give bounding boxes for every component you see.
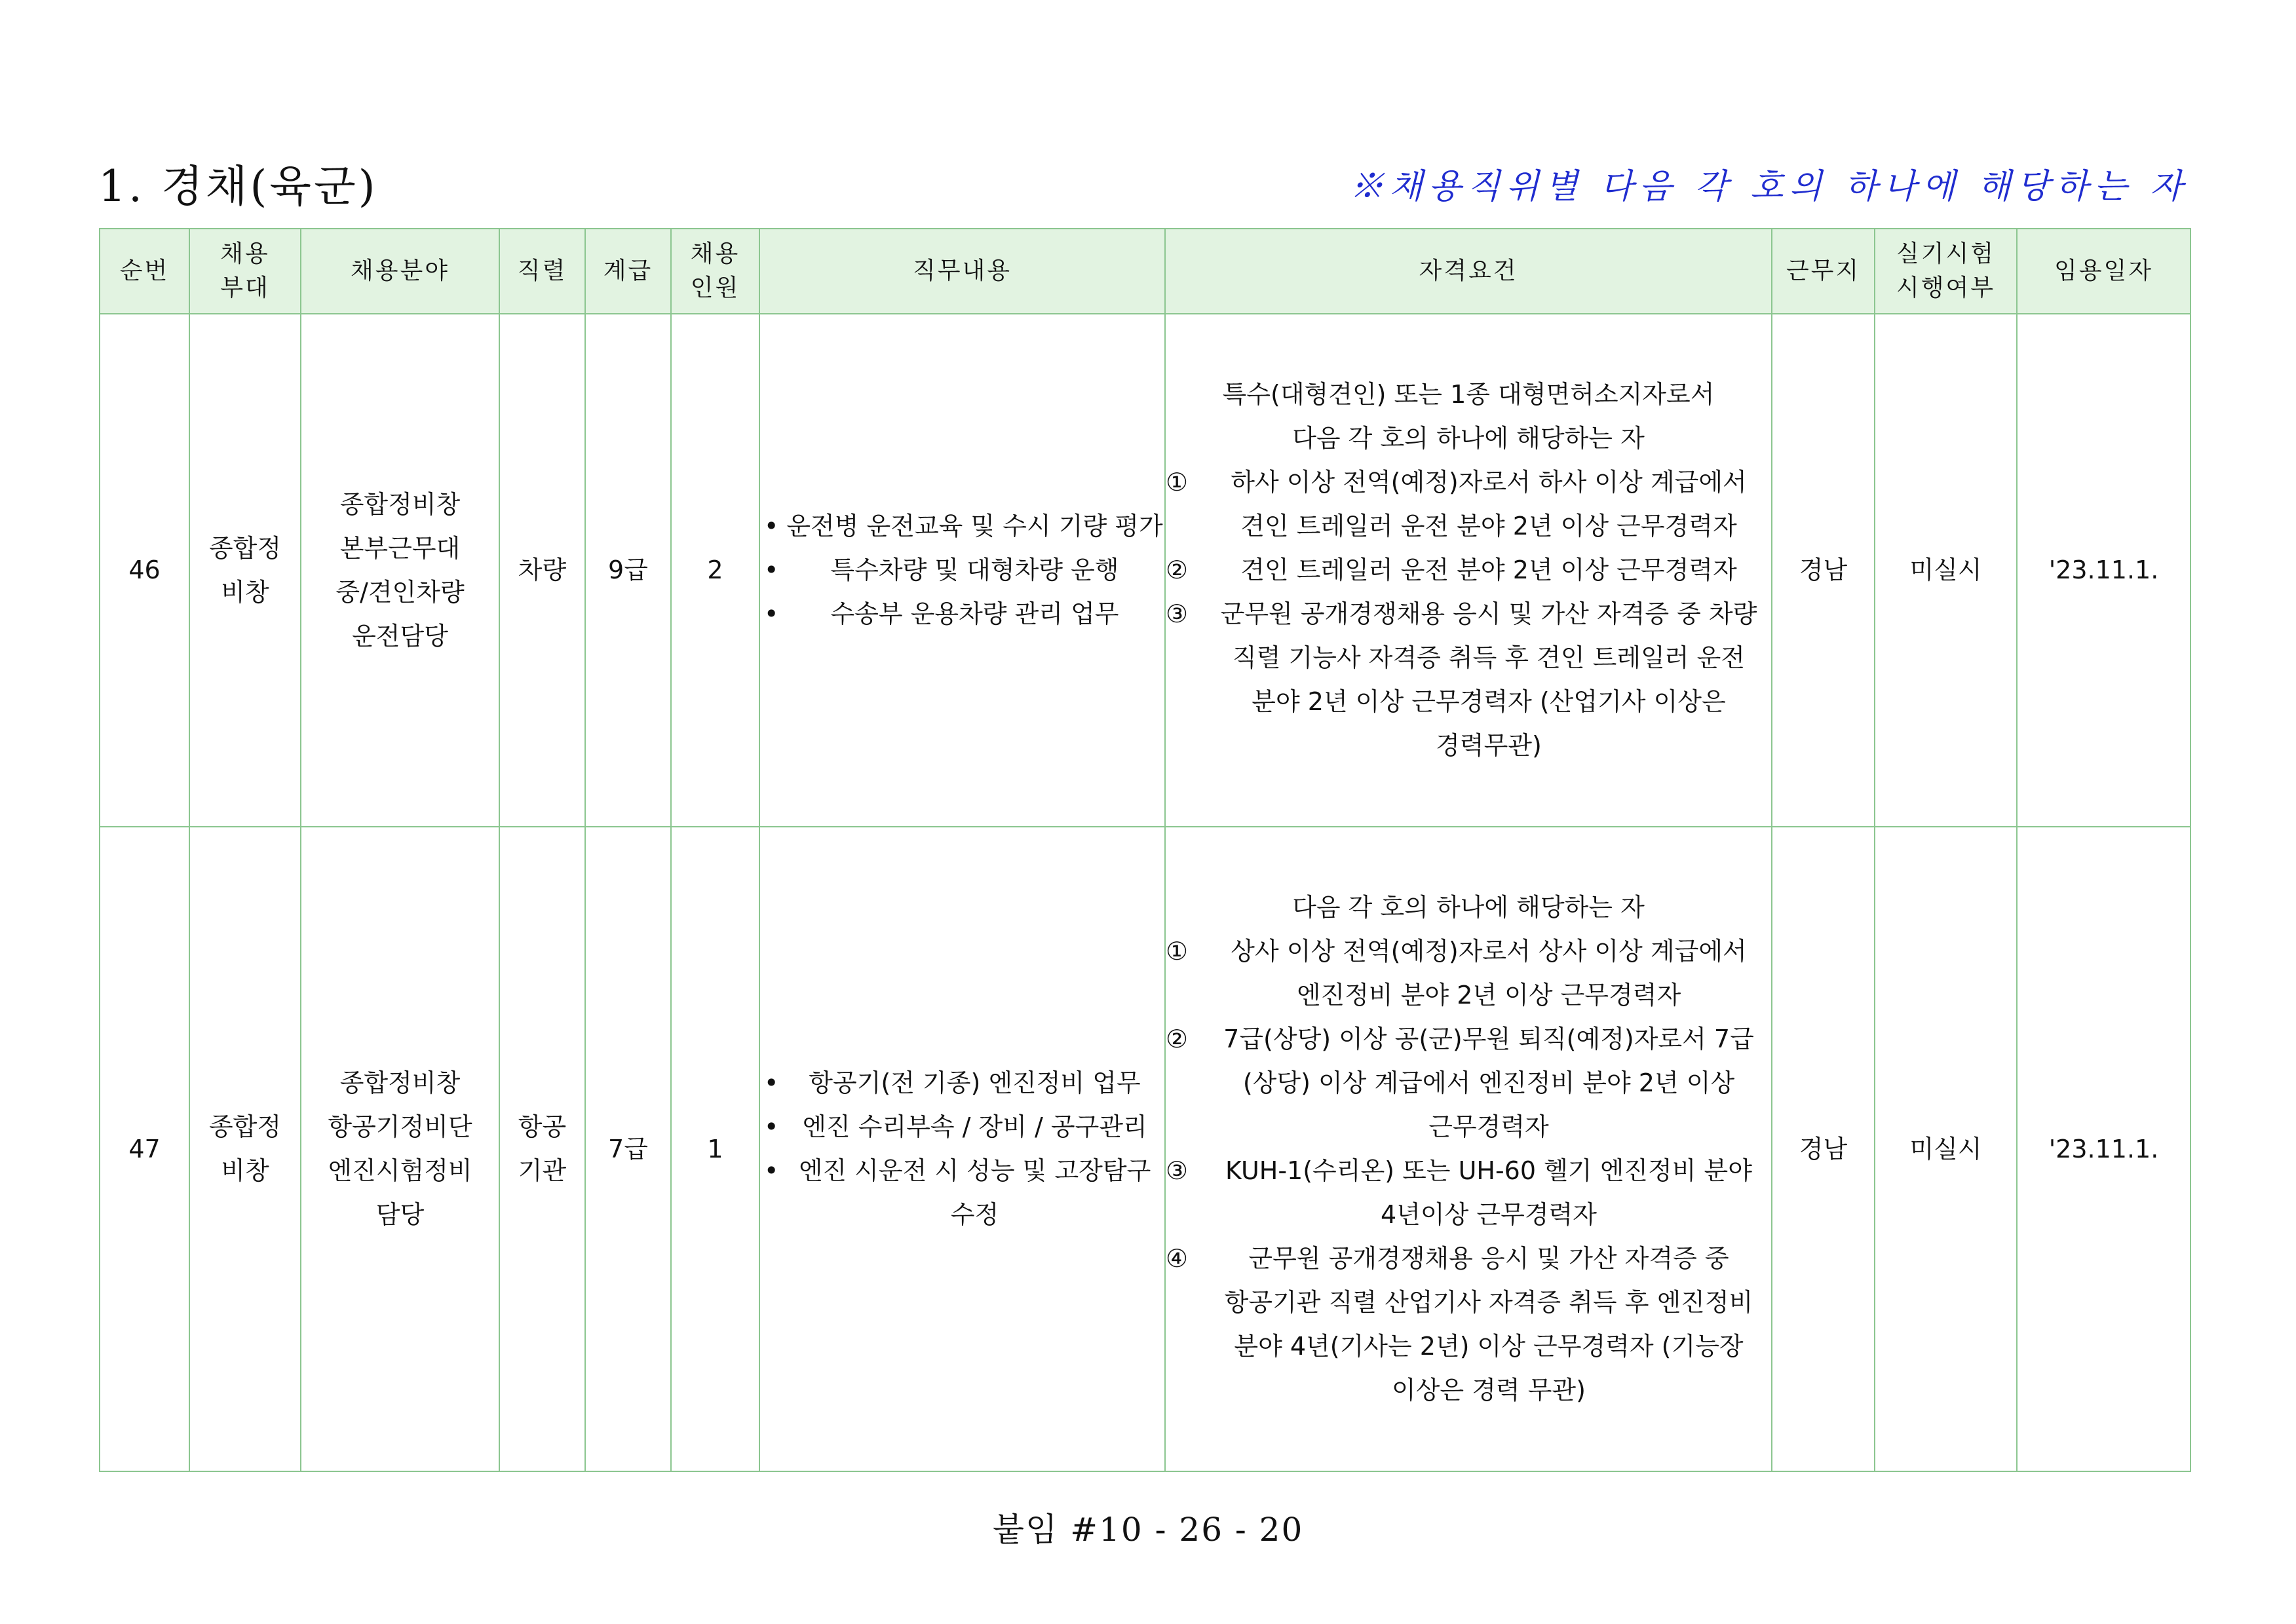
qualification-text: 하사 이상 전역(예정)자로서 하사 이상 계급에서 견인 트레일러 운전 분야 2년 이상 근무경력자	[1231, 468, 1747, 540]
cell-duty	[759, 827, 1165, 1471]
col-header-location: 근무지	[1772, 229, 1875, 314]
duty-item: • 운전병 운전교육 및 수시 기량 평가	[760, 504, 1164, 548]
qualification-intro: 다음 각 호의 하나에 해당하는 자	[1292, 893, 1645, 922]
page-header	[98, 151, 2189, 223]
cell-count: 1	[671, 827, 759, 1471]
cell-practical-test: 미실시	[1875, 827, 2017, 1471]
qualification-item	[1166, 548, 1771, 592]
duty-item: • 특수차량 및 대형차량 운행	[760, 548, 1164, 592]
cell-qualification	[1165, 314, 1772, 827]
cell-qualification	[1165, 827, 1772, 1471]
qualification-marker: ①	[1166, 937, 1189, 966]
col-header-practical-test: 실기시험 시행여부	[1875, 229, 2017, 314]
qualification-text: KUH-1(수리온) 또는 UH-60 헬기 엔진정비 분야 4년이상 근무경력자	[1225, 1156, 1752, 1229]
qualification-marker: ③	[1166, 1156, 1189, 1185]
cell-count: 2	[671, 314, 759, 827]
col-header-count: 채용 인원	[671, 229, 759, 314]
table-header-row	[100, 229, 2191, 314]
qualification-marker: ②	[1166, 556, 1189, 584]
cell-grade: 9급	[585, 314, 671, 827]
cell-seq: 46	[100, 314, 189, 827]
recruitment-table	[99, 228, 2191, 1472]
col-header-series: 직렬	[499, 229, 585, 314]
qualification-marker: ④	[1166, 1244, 1189, 1273]
col-header-seq: 순번	[100, 229, 189, 314]
qualification-item	[1166, 592, 1771, 768]
qualification-text: 상사 이상 전역(예정)자로서 상사 이상 계급에서 엔진정비 분야 2년 이상 근무경력자	[1231, 937, 1747, 1010]
duty-list	[760, 1061, 1164, 1237]
cell-field: 종합정비창 항공기정비단 엔진시험정비 담당	[301, 827, 499, 1471]
duty-item: • 항공기(전 기종) 엔진정비 업무	[760, 1061, 1164, 1105]
section-title: 1. 경채(육군)	[98, 161, 378, 212]
col-header-qualification: 자격요건	[1165, 229, 1772, 314]
duty-list	[760, 504, 1164, 636]
table-row	[100, 314, 2191, 827]
qualification-item	[1166, 1149, 1771, 1237]
cell-unit: 종합정 비창	[189, 314, 301, 827]
cell-location: 경남	[1772, 314, 1875, 827]
duty-item: • 수송부 운용차량 관리 업무	[760, 592, 1164, 636]
cell-duty	[759, 314, 1165, 827]
cell-unit: 종합정 비창	[189, 827, 301, 1471]
cell-location: 경남	[1772, 827, 1875, 1471]
qualification-list	[1166, 930, 1771, 1412]
table-row	[100, 827, 2191, 1471]
qualification-text: 군무원 공개경쟁채용 응시 및 가산 자격증 중 차량 직렬 기능사 자격증 취득 후 견인 트레일러 운전 분야 2년 이상 근무경력자 (산업기사 이상은 경력무관)	[1220, 599, 1757, 760]
section-note: ※채용직위별 다음 각 호의 하나에 해당하는 자	[1349, 167, 2189, 206]
qualification-text: 군무원 공개경쟁채용 응시 및 가산 자격증 중 항공기관 직렬 산업기사 자격증 취득 후 엔진정비 분야 4년(기사는 2년) 이상 근무경력자 (기능장 이상은 경력 무관)	[1224, 1244, 1753, 1405]
col-header-appointment: 임용일자	[2017, 229, 2191, 314]
qualification-item	[1166, 1237, 1771, 1412]
col-header-unit: 채용 부대	[189, 229, 301, 314]
qualification-item	[1166, 930, 1771, 1017]
cell-appointment: '23.11.1.	[2017, 314, 2191, 827]
cell-practical-test: 미실시	[1875, 314, 2017, 827]
qualification-text: 7급(상당) 이상 공(군)무원 퇴직(예정)자로서 7급(상당) 이상 계급에서 엔진정비 분야 2년 이상 근무경력자	[1223, 1025, 1754, 1141]
col-header-field: 채용분야	[301, 229, 499, 314]
col-header-duty: 직무내용	[759, 229, 1165, 314]
qualification-text: 견인 트레일러 운전 분야 2년 이상 근무경력자	[1240, 556, 1737, 584]
qualification-marker: ②	[1166, 1025, 1189, 1053]
cell-appointment: '23.11.1.	[2017, 827, 2191, 1471]
qualification-intro: 특수(대형견인) 또는 1종 대형면허소지자로서 다음 각 호의 하나에 해당하는 자	[1222, 380, 1715, 453]
duty-item: • 엔진 수리부속 / 장비 / 공구관리	[760, 1105, 1164, 1149]
qualification-item	[1166, 461, 1771, 548]
qualification-item	[1166, 1017, 1771, 1149]
qualification-list	[1166, 461, 1771, 768]
duty-item: • 엔진 시운전 시 성능 및 고장탐구 수정	[760, 1149, 1164, 1237]
cell-series: 차량	[499, 314, 585, 827]
col-header-grade: 계급	[585, 229, 671, 314]
cell-grade: 7급	[585, 827, 671, 1471]
cell-series: 항공 기관	[499, 827, 585, 1471]
qualification-marker: ③	[1166, 599, 1189, 628]
cell-field: 종합정비창 본부근무대 중/견인차량 운전담당	[301, 314, 499, 827]
qualification-marker: ①	[1166, 468, 1189, 497]
page-footer: 붙임 #10 - 26 - 20	[992, 1511, 1304, 1549]
cell-seq: 47	[100, 827, 189, 1471]
